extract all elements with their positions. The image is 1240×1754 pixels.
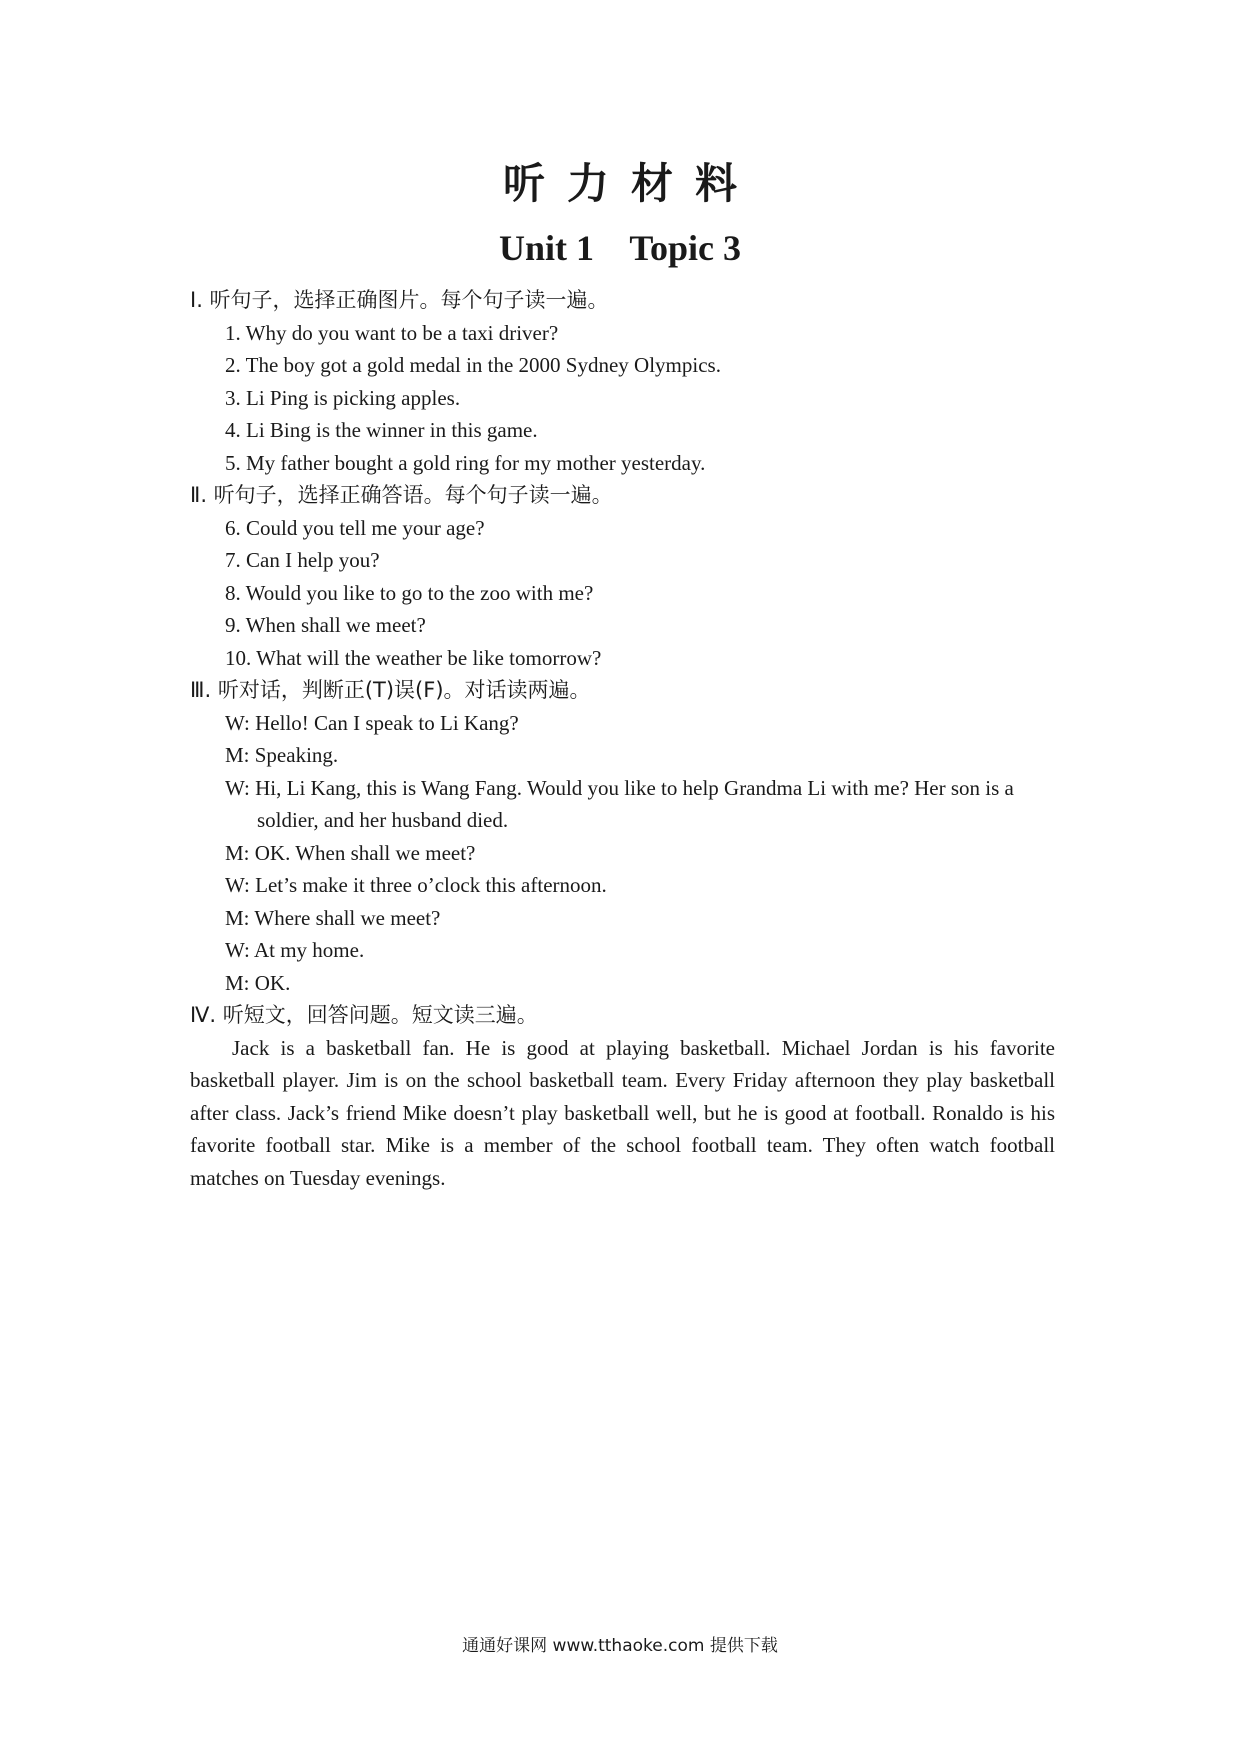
s1-item: 4. Li Bing is the winner in this game. — [225, 418, 538, 442]
dialog-line: M: OK. — [225, 970, 291, 995]
s1-item: 3. Li Ping is picking apples. — [225, 385, 461, 410]
section-4-heading: Ⅳ. 听短文，回答问题。短文读三遍。 — [190, 1003, 538, 1027]
listening-passage: Jack is a basketball fan. He is good at playing basketball. Michael Jordan is his favorite basketball player. Jim is on the school basketball team. Every Friday afternoon they play basketball after class. Jack’s friend Mike doesn’t play basketball well, but he is good at football. Ronaldo is his favorite football star. Mike is a member of the school football team. They often watch football matches on Tuesday evenings. — [190, 1035, 1055, 1190]
page-footer: 通通好课网 www.tthaoke.com 提供下载 — [462, 1636, 778, 1656]
s1-item: 2. The boy got a gold medal in the 2000 Sydney Olympics. — [225, 353, 721, 377]
dialog-line: W: At my home. — [225, 938, 365, 962]
s2-item: 9. When shall we meet? — [225, 613, 426, 637]
dialog-line: W: Hi, Li Kang, this is Wang Fang. Would you like to help Grandma Li with me? Her son is a soldier, and her husband died. — [225, 775, 1014, 832]
page-subtitle: Unit 1 Topic 3 — [498, 228, 742, 268]
s2-item: 7. Can I help you? — [225, 548, 380, 572]
dialog-line: W: Hello! Can I speak to Li Kang? — [225, 710, 519, 735]
s2-item: 8. Would you like to go to the zoo with me? — [225, 580, 594, 605]
s1-item: 5. My father bought a gold ring for my mother yesterday. — [225, 450, 706, 475]
page-title: 听力材料 — [502, 159, 759, 208]
section-3-heading: Ⅲ. 听对话，判断正(T)误(F)。对话读两遍。 — [190, 678, 591, 702]
s1-item: 1. Why do you want to be a taxi driver? — [225, 320, 559, 345]
s2-item: 6. Could you tell me your age? — [225, 515, 485, 540]
dialog-line: M: Speaking. — [225, 743, 339, 767]
dialog-line: M: Where shall we meet? — [225, 905, 441, 930]
content-body — [190, 284, 1055, 1194]
s2-item: 10. What will the weather be like tomorrow? — [225, 645, 602, 670]
section-1-heading: Ⅰ. 听句子，选择正确图片。每个句子读一遍。 — [190, 288, 609, 312]
dialog-line: M: OK. When shall we meet? — [225, 840, 476, 865]
section-2-heading: Ⅱ. 听句子，选择正确答语。每个句子读一遍。 — [190, 483, 613, 507]
dialog-line: W: Let’s make it three o’clock this afternoon. — [225, 873, 607, 897]
